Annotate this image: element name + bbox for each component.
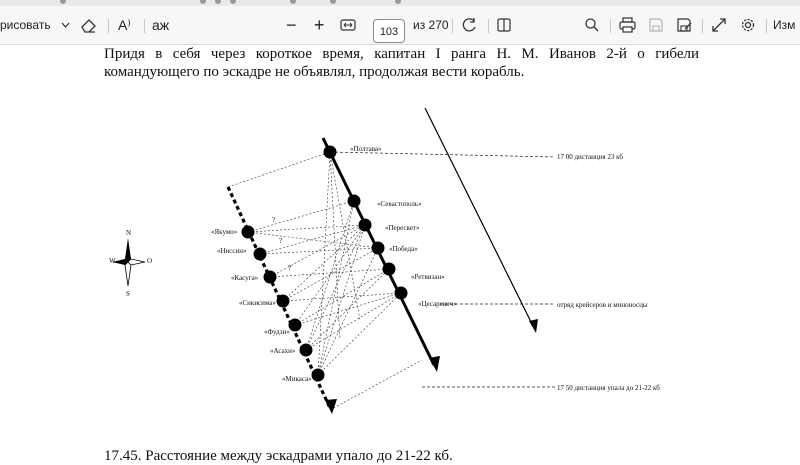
ship-marker bbox=[372, 242, 385, 255]
save-button[interactable] bbox=[648, 6, 664, 44]
settings-button[interactable] bbox=[740, 6, 756, 44]
paragraph-line-1: Придя в себя через короткое время, капитан I ранга Н. М. Иванов 2-й о гибели bbox=[104, 46, 699, 62]
ship-marker bbox=[312, 369, 325, 382]
read-aloud-button[interactable] bbox=[118, 6, 131, 44]
more-button[interactable] bbox=[773, 6, 795, 44]
read-aloud-label: A⁾ bbox=[118, 16, 131, 33]
book-icon bbox=[496, 17, 512, 33]
print-button[interactable] bbox=[619, 6, 636, 44]
ship-marker bbox=[348, 195, 361, 208]
save-icon bbox=[648, 17, 664, 33]
annotation-bottom: 17 50 дистанция упала до 21-22 кб bbox=[557, 384, 660, 392]
fit-page-button[interactable] bbox=[340, 6, 356, 44]
russian-course-arrow bbox=[429, 356, 440, 372]
ship-label: «Пересвет» bbox=[385, 224, 420, 232]
printer-icon bbox=[619, 17, 636, 33]
ship-label: «Цесаревич» bbox=[418, 300, 457, 308]
ship-marker bbox=[254, 248, 267, 261]
battle-diagram bbox=[0, 45, 800, 457]
annotation-mid: отряд крейсеров и миноносцы bbox=[557, 301, 648, 309]
text-options-button[interactable] bbox=[152, 6, 169, 44]
pdf-page bbox=[0, 45, 800, 464]
rotate-icon bbox=[462, 17, 478, 33]
compass-s: S bbox=[126, 290, 130, 298]
page-number-input[interactable]: 103 bbox=[373, 19, 405, 43]
ship-label: «Ретвизан» bbox=[411, 273, 445, 281]
zoom-in-button[interactable] bbox=[314, 6, 325, 44]
ship-marker bbox=[264, 271, 277, 284]
unknown-mark: ? bbox=[288, 264, 292, 272]
ship-marker bbox=[359, 219, 372, 232]
fullscreen-button[interactable] bbox=[711, 6, 727, 44]
cruisers-course-line bbox=[425, 108, 534, 328]
ship-label: «Севастополь» bbox=[377, 200, 422, 208]
ship-label: «Касуга» bbox=[231, 274, 259, 282]
draw-button[interactable] bbox=[0, 6, 70, 44]
annotation-top: 17 00 дистанция 23 кб bbox=[557, 153, 623, 161]
search-button[interactable] bbox=[584, 6, 600, 44]
unknown-mark: ? bbox=[279, 237, 283, 245]
ship-marker bbox=[242, 226, 255, 239]
japanese-course-arrow bbox=[325, 399, 337, 414]
page-total-label: из 270 bbox=[413, 18, 449, 32]
minus-icon: − bbox=[286, 14, 297, 35]
expand-icon bbox=[711, 17, 727, 33]
compass-o: O bbox=[147, 257, 153, 265]
document-next-paragraph: 17.45. Расстояние между эскадрами упало до 21-22 кб. bbox=[104, 448, 453, 464]
fit-width-icon bbox=[340, 18, 356, 32]
ship-marker bbox=[324, 146, 337, 159]
save-as-icon bbox=[676, 17, 692, 33]
ship-label: «Микаса» bbox=[282, 375, 312, 383]
ship-label: «Якумо» bbox=[211, 228, 238, 236]
compass-rose bbox=[109, 229, 152, 298]
page-view-button[interactable] bbox=[496, 6, 512, 44]
ship-marker bbox=[300, 344, 313, 357]
page-total bbox=[413, 6, 449, 44]
rotate-button[interactable] bbox=[462, 6, 478, 44]
cruisers-course-arrow bbox=[529, 319, 538, 333]
ship-marker bbox=[383, 263, 396, 276]
plus-icon: + bbox=[314, 14, 325, 35]
ship-marker bbox=[395, 287, 408, 300]
ship-label: «Ниссин» bbox=[217, 247, 247, 255]
pdf-toolbar bbox=[0, 6, 800, 45]
russian-ships bbox=[324, 146, 408, 300]
gear-icon bbox=[740, 17, 756, 33]
compass-w: W bbox=[109, 257, 116, 265]
ship-label: «Фудзи» bbox=[264, 328, 290, 336]
unknown-mark: ? bbox=[272, 216, 276, 224]
paragraph-line-2: командующего по эскадре не объявлял, продолжая вести корабль. bbox=[104, 64, 525, 80]
ship-label: «Асахи» bbox=[270, 347, 296, 355]
zoom-out-button[interactable] bbox=[286, 6, 297, 44]
compass-n: N bbox=[126, 229, 132, 237]
ship-marker bbox=[277, 295, 290, 308]
more-label: Изм bbox=[773, 18, 796, 32]
ship-label: «Победа» bbox=[389, 245, 418, 253]
chevron-down-icon bbox=[61, 22, 70, 28]
eraser-icon bbox=[80, 17, 98, 33]
ship-label: «Полтава» bbox=[350, 145, 382, 153]
draw-label: рисовать bbox=[0, 18, 51, 32]
save-as-button[interactable] bbox=[676, 6, 692, 44]
text-options-label: aж bbox=[152, 17, 170, 33]
eraser-button[interactable] bbox=[80, 6, 98, 44]
search-icon bbox=[584, 17, 600, 33]
ship-label: «Сикисима» bbox=[239, 299, 276, 307]
ship-marker bbox=[289, 319, 302, 332]
